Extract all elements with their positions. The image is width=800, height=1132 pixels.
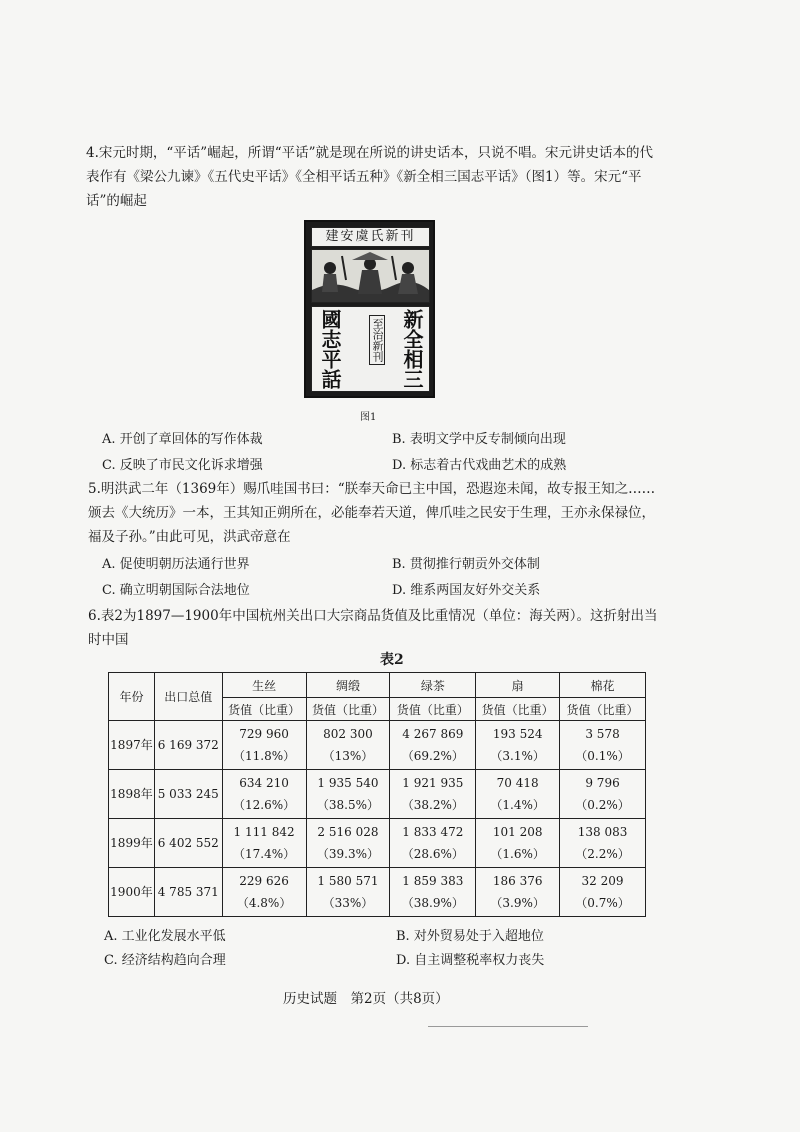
- cell-value: [222, 721, 306, 770]
- cell-total: 5 033 245: [154, 770, 222, 819]
- header-year: 年份: [109, 673, 155, 721]
- question-text: 表2为1897—1900年中国杭州关出口大宗商品货值及比重情况（单位：海关两）。这折射出当时中国: [88, 608, 658, 648]
- cell-total: 6 169 372: [154, 721, 222, 770]
- cell-value: [476, 868, 560, 917]
- figure-1-book-cover: [304, 220, 435, 398]
- share: （12.6%）: [233, 798, 296, 812]
- header-good: 扇: [476, 673, 560, 698]
- cell-value: [222, 770, 306, 819]
- header-good: 棉花: [560, 673, 646, 698]
- cell-value: [306, 770, 390, 819]
- share: （69.2%）: [401, 749, 464, 763]
- cell-total: 6 402 552: [154, 819, 222, 868]
- header-sub: 货值（比重）: [222, 698, 306, 721]
- table-header-row: [109, 673, 646, 698]
- export-table: [108, 672, 646, 917]
- value: 9 796: [585, 776, 620, 790]
- option-d[interactable]: D. 自主调整税率权力丧失: [396, 953, 545, 968]
- share: （13%）: [322, 749, 374, 763]
- share: （11.8%）: [233, 749, 296, 763]
- cell-value: [560, 868, 646, 917]
- share: （33%）: [322, 896, 374, 910]
- cell-value: [560, 819, 646, 868]
- question-number: 5.: [88, 481, 101, 497]
- value: 634 210: [239, 776, 289, 790]
- share: （39.3%）: [316, 847, 380, 861]
- value: 1 859 383: [402, 874, 464, 888]
- table-row: [109, 868, 646, 917]
- value: 3 578: [585, 727, 620, 741]
- cell-value: [306, 868, 390, 917]
- figure-caption: 图1: [360, 412, 377, 423]
- share: （3.1%）: [490, 749, 545, 763]
- share: （2.2%）: [575, 847, 630, 861]
- option-d[interactable]: D. 标志着古代戏曲艺术的成熟: [392, 458, 567, 473]
- share: （3.9%）: [490, 896, 545, 910]
- option-c[interactable]: C. 经济结构趋向合理: [104, 953, 226, 968]
- cell-value: [222, 819, 306, 868]
- question-4-options: [102, 428, 662, 476]
- question-5-options: [102, 553, 662, 601]
- share: （38.2%）: [401, 798, 464, 812]
- footer-rule: [428, 1026, 588, 1027]
- question-text: 明洪武二年（1369年）赐爪哇国书曰：“朕奉天命已主中国，恐遐迩未闻，故专报王知之……颁去《大统历》一本，王其知正朔所在，必能奉若天道，俾爪哇之民安于生理，王亦永保禄位，福及子孙。”由此可见，洪武帝意在: [88, 481, 656, 545]
- share: （1.6%）: [490, 847, 545, 861]
- question-6: [88, 604, 660, 652]
- value: 2 516 028: [317, 825, 379, 839]
- share: （0.1%）: [575, 749, 630, 763]
- value: 1 935 540: [317, 776, 379, 790]
- cell-value: [476, 770, 560, 819]
- option-c[interactable]: C. 确立明朝国际合法地位: [102, 583, 250, 598]
- cell-year: 1898年: [109, 770, 155, 819]
- share: （38.9%）: [401, 896, 464, 910]
- value: 32 209: [581, 874, 624, 888]
- cell-value: [222, 868, 306, 917]
- header-total: 出口总值: [154, 673, 222, 721]
- cell-year: 1899年: [109, 819, 155, 868]
- header-sub: 货值（比重）: [390, 698, 476, 721]
- cell-value: [560, 721, 646, 770]
- header-sub: 货值（比重）: [560, 698, 646, 721]
- value: 1 111 842: [233, 825, 295, 839]
- value: 1 580 571: [317, 874, 379, 888]
- share: （4.8%）: [236, 896, 292, 910]
- cell-value: [390, 868, 476, 917]
- value: 138 083: [577, 825, 628, 839]
- cover-publisher-line: 建安虞氏新刊: [311, 227, 430, 247]
- cell-year: 1900年: [109, 868, 155, 917]
- header-good: 生丝: [222, 673, 306, 698]
- value: 101 208: [492, 825, 543, 839]
- header-sub: 货值（比重）: [476, 698, 560, 721]
- table-row: [109, 819, 646, 868]
- cell-value: [476, 721, 560, 770]
- option-c[interactable]: C. 反映了市民文化诉求增强: [102, 458, 263, 473]
- option-b[interactable]: B. 表明文学中反专制倾向出现: [392, 432, 566, 447]
- question-number: 6.: [88, 608, 101, 624]
- cell-value: [390, 721, 476, 770]
- option-d[interactable]: D. 维系两国友好外交关系: [392, 583, 541, 598]
- value: 229 626: [239, 874, 289, 888]
- question-text: 宋元时期，“平话”崛起，所谓“平话”就是现在所说的讲史话本，只说不唱。宋元讲史话本的代表作有《梁公九谏》《五代史平话》《全相平话五种》《新全相三国志平话》（图1）等。宋元“平话”的崛起: [86, 145, 653, 209]
- value: 70 418: [496, 776, 539, 790]
- cover-title-right: 新全相三: [400, 309, 424, 389]
- question-4: [86, 141, 660, 213]
- value: 193 524: [492, 727, 543, 741]
- table-title: 表2: [380, 652, 404, 668]
- question-4-stem: [86, 141, 660, 213]
- cell-value: [390, 770, 476, 819]
- table-row: [109, 770, 646, 819]
- cell-value: [476, 819, 560, 868]
- option-a[interactable]: A. 工业化发展水平低: [104, 929, 226, 944]
- option-b[interactable]: B. 对外贸易处于入超地位: [396, 929, 544, 944]
- value: 1 833 472: [402, 825, 464, 839]
- share: （38.5%）: [316, 798, 380, 812]
- header-good: 绿茶: [390, 673, 476, 698]
- question-number: 4.: [86, 145, 99, 161]
- cell-value: [390, 819, 476, 868]
- option-a[interactable]: A. 开创了章回体的写作体裁: [102, 432, 263, 447]
- cell-total: 4 785 371: [154, 868, 222, 917]
- cell-value: [306, 819, 390, 868]
- cover-title-left: 國志平話: [318, 309, 342, 389]
- value: 802 300: [323, 727, 373, 741]
- share: （1.4%）: [490, 798, 545, 812]
- cell-value: [560, 770, 646, 819]
- value: 1 921 935: [402, 776, 464, 790]
- woodcut-scene-icon: [312, 250, 429, 302]
- question-5-stem: [88, 477, 660, 549]
- share: （0.2%）: [575, 798, 630, 812]
- cover-illustration: [311, 249, 430, 303]
- value: 4 267 869: [402, 727, 464, 741]
- share: （0.7%）: [575, 896, 630, 910]
- table-row: [109, 721, 646, 770]
- value: 729 960: [239, 727, 289, 741]
- question-6-stem: [88, 604, 660, 652]
- share: （28.6%）: [401, 847, 464, 861]
- option-a[interactable]: A. 促使明朝历法通行世界: [102, 557, 250, 572]
- value: 186 376: [492, 874, 543, 888]
- cover-title-panel: [311, 306, 430, 392]
- header-good: 绸缎: [306, 673, 390, 698]
- share: （17.4%）: [233, 847, 296, 861]
- header-sub: 货值（比重）: [306, 698, 390, 721]
- cell-year: 1897年: [109, 721, 155, 770]
- cell-value: [306, 721, 390, 770]
- question-5: [88, 477, 660, 549]
- option-b[interactable]: B. 贯彻推行朝贡外交体制: [392, 557, 540, 572]
- cover-edition-label: 至治新刊: [369, 315, 385, 365]
- page-footer: 历史试题 第2页（共8页）: [283, 991, 449, 1007]
- question-6-options: [104, 925, 664, 973]
